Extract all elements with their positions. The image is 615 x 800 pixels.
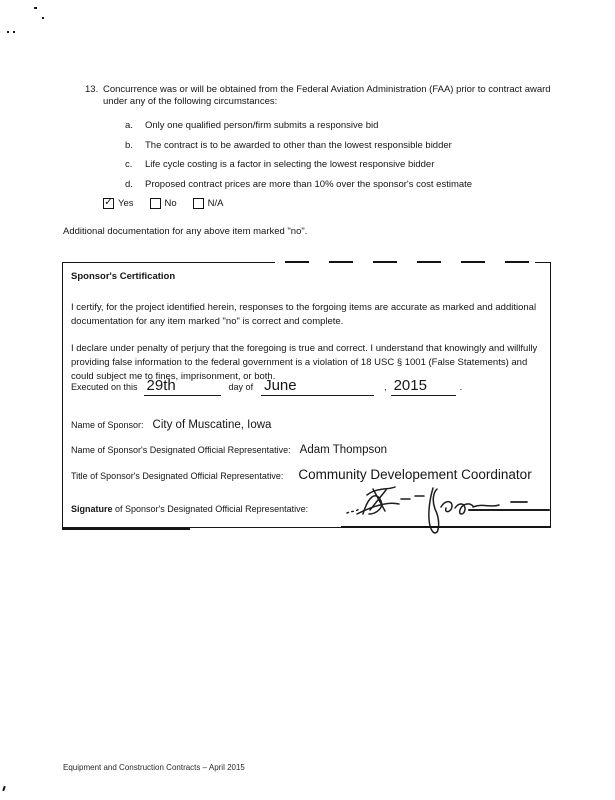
scan-border-artifact [62, 528, 190, 531]
subitem-letter: b. [125, 139, 133, 151]
checkbox-label: No [164, 198, 177, 209]
subitem-text: Only one qualified person/firm submits a responsive bid [145, 120, 379, 131]
checkbox-checked-icon [103, 198, 114, 209]
item-13-text: Concurrence was or will be obtained from the Federal Aviation Administration (FAA) prior to contract award under any of the following circumstances: [103, 84, 551, 107]
item-13 [85, 84, 555, 107]
field-label: Name of Sponsor's Designated Official Representative: [71, 445, 291, 455]
executed-label-middle: day of [228, 382, 254, 392]
checkbox-na [193, 198, 224, 209]
field-value: Adam Thompson [299, 444, 388, 456]
signature-label-bold: Signature [71, 504, 113, 514]
executed-year-value: 2015 [391, 377, 456, 396]
field-label: Title of Sponsor's Designated Official Representative: [71, 471, 284, 481]
subitem-letter: d. [125, 178, 133, 190]
field-representative-name [71, 444, 544, 456]
field-representative-title [71, 467, 544, 482]
checkbox-unchecked-icon [193, 198, 204, 209]
checkbox-unchecked-icon [150, 198, 161, 209]
field-label: Name of Sponsor: [71, 420, 144, 430]
field-value: City of Muscatine, Iowa [152, 419, 272, 431]
subitem-d [125, 180, 565, 191]
certification-paragraph-2: I declare under penalty of perjury that the foregoing is true and correct. I understand that knowingly and willfully providing false information to the federal government is a violation of 18 USC § 1001 (False Statements) and could subject me to fines, imprisonment, or both. [71, 343, 538, 382]
executed-day-value: 29th [144, 377, 221, 396]
scan-speck [34, 7, 37, 9]
executed-separator: , [384, 382, 387, 392]
subitem-b [125, 141, 565, 152]
checkbox-label: N/A [207, 198, 224, 209]
item-number: 13. [85, 84, 99, 95]
checkmark-icon: ✓ [104, 197, 113, 208]
certification-paragraph-1: I certify, for the project identified herein, responses to the forgoing items are accurate as marked and additional documentation for any item marked "no" is correct and complete. [71, 302, 537, 327]
scan-speck [7, 31, 9, 33]
certification-heading: Sponsor's Certification [71, 271, 176, 282]
subitem-text: The contract is to be awarded to other than the lowest responsible bidder [145, 139, 452, 151]
scan-speck [13, 31, 15, 33]
subitem-text: Proposed contract prices are more than 10% over the sponsor's cost estimate [145, 178, 473, 190]
scan-speck [2, 786, 6, 791]
subitem-letter: a. [125, 120, 133, 131]
item-13-subitems [125, 121, 565, 199]
executed-label: Executed on this [71, 382, 138, 392]
checkbox-yes [103, 198, 134, 209]
additional-note: Additional documentation for any above item marked "no". [63, 226, 308, 237]
subitem-letter: c. [125, 159, 133, 170]
subitem-c [125, 160, 565, 171]
scan-border-artifact [341, 526, 551, 528]
executed-terminator: . [459, 382, 463, 392]
scan-speck [42, 17, 44, 19]
field-name-of-sponsor [71, 419, 544, 431]
checkbox-no [150, 198, 177, 209]
certification-box [62, 262, 551, 528]
signature-label-rest: of Sponsor's Designated Official Representative: [112, 504, 309, 514]
signature-line-label [71, 504, 308, 514]
subitem-text: Life cycle costing is a factor in selecting the lowest responsive bidder [145, 159, 435, 170]
checkbox-label: Yes [118, 198, 134, 209]
executed-line [71, 377, 462, 396]
checkbox-row [103, 198, 224, 209]
footer-text: Equipment and Construction Contracts – April 2015 [63, 763, 245, 772]
field-value: Community Developement Coordinator [298, 467, 532, 482]
subitem-a [125, 121, 565, 132]
signature [343, 481, 558, 543]
executed-month-value: June [261, 377, 374, 396]
